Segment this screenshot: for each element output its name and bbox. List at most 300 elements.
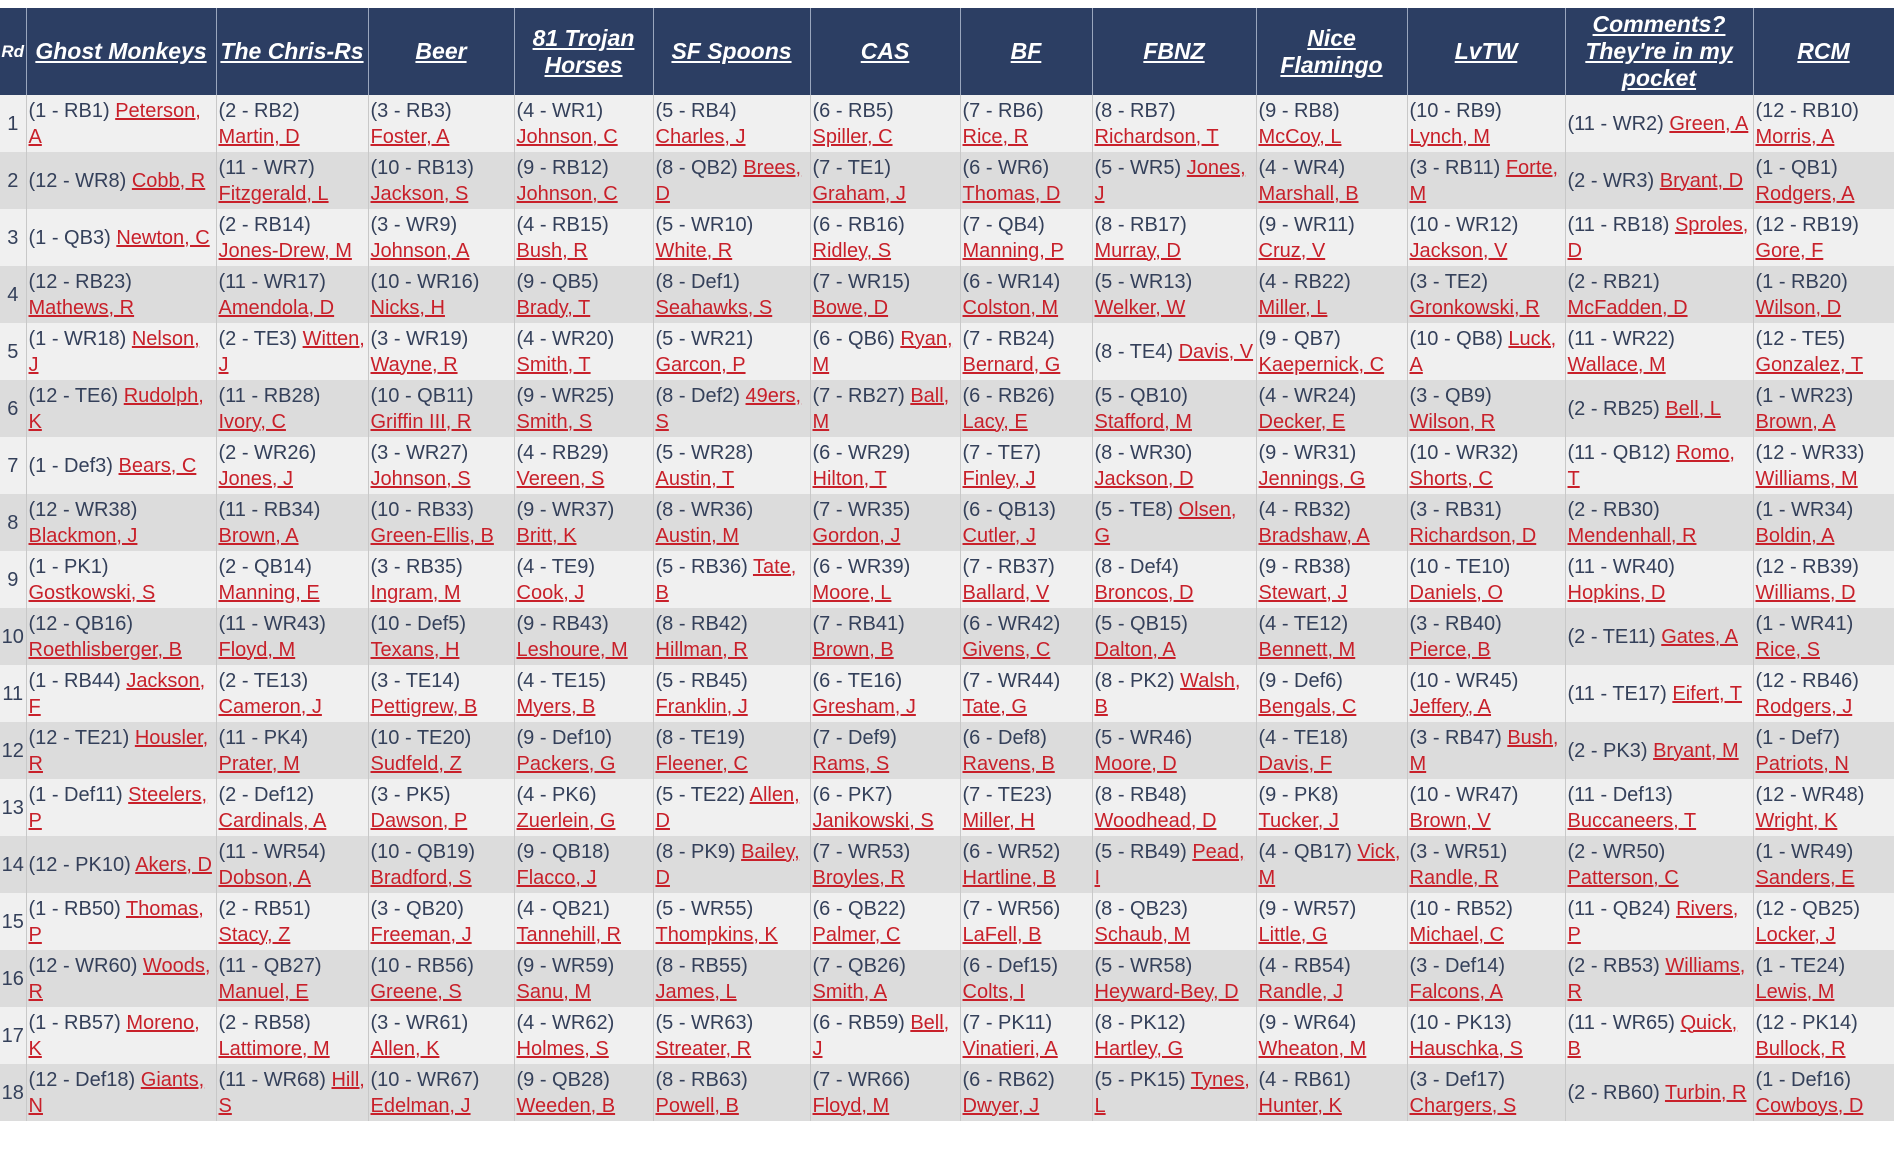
pick-label: (7 - RB37) bbox=[962, 555, 1055, 578]
player-link[interactable]: Gonzalez, T bbox=[1755, 353, 1863, 376]
pick-label: (2 - WR26) bbox=[218, 441, 317, 464]
player-link[interactable]: Cobb, R bbox=[131, 169, 206, 192]
player-link[interactable]: Manning, P bbox=[962, 239, 1064, 262]
player-link[interactable]: Gostkowski, S bbox=[28, 581, 156, 604]
player-link[interactable]: Blackmon, J bbox=[28, 524, 138, 547]
player-link[interactable]: Davis, V bbox=[1178, 340, 1254, 363]
player-link[interactable]: Bush, R bbox=[516, 239, 588, 262]
team-header-nice-flamingo[interactable]: Nice Flamingo bbox=[1256, 8, 1407, 95]
pick-label: (10 - RB56) bbox=[370, 954, 474, 977]
player-link[interactable]: Mendenhall, R bbox=[1567, 524, 1697, 547]
player-link[interactable]: Bryant, D bbox=[1659, 169, 1744, 192]
player-link[interactable]: Romo, T bbox=[1567, 441, 1735, 490]
player-link[interactable]: Allen, D bbox=[655, 783, 800, 832]
pick-label: (5 - WR46) bbox=[1094, 726, 1193, 749]
player-link[interactable]: Johnson, S bbox=[370, 467, 471, 490]
pick-label: (12 - RB46) bbox=[1755, 669, 1859, 692]
player-link[interactable]: Cameron, J bbox=[218, 695, 322, 718]
player-link[interactable]: Williams, D bbox=[1755, 581, 1856, 604]
player-link[interactable]: Steelers, P bbox=[28, 783, 208, 832]
player-link[interactable]: 49ers, S bbox=[655, 384, 802, 433]
player-link[interactable]: McFadden, D bbox=[1567, 296, 1688, 319]
player-link[interactable]: Lewis, M bbox=[1755, 980, 1835, 1003]
player-link[interactable]: Daniels, O bbox=[1409, 581, 1503, 604]
player-link[interactable]: Cutler, J bbox=[962, 524, 1036, 547]
player-link[interactable]: Hauschka, S bbox=[1409, 1037, 1523, 1060]
player-link[interactable]: Decker, E bbox=[1258, 410, 1346, 433]
player-link[interactable]: Garcon, P bbox=[655, 353, 746, 376]
player-link[interactable]: Charles, J bbox=[655, 125, 746, 148]
player-link[interactable]: Turbin, R bbox=[1664, 1081, 1747, 1104]
player-link[interactable]: Roethlisberger, B bbox=[28, 638, 182, 661]
player-link[interactable]: Randle, J bbox=[1258, 980, 1343, 1003]
pick-label: (2 - RB53) bbox=[1567, 954, 1660, 977]
player-link[interactable]: Leshoure, M bbox=[516, 638, 628, 661]
player-link[interactable]: Brees, D bbox=[655, 156, 802, 205]
player-link[interactable]: Hartley, G bbox=[1094, 1037, 1184, 1060]
player-link[interactable]: Rodgers, J bbox=[1755, 695, 1853, 718]
player-link[interactable]: Manuel, E bbox=[218, 980, 309, 1003]
player-link[interactable]: Bears, C bbox=[118, 454, 197, 477]
player-link[interactable]: Tucker, J bbox=[1258, 809, 1339, 832]
pick-label: (1 - RB50) bbox=[28, 897, 121, 920]
player-link[interactable]: Bryant, M bbox=[1653, 739, 1739, 762]
player-link[interactable]: Woodhead, D bbox=[1094, 809, 1217, 832]
player-link[interactable]: Edelman, J bbox=[370, 1094, 471, 1117]
player-link[interactable]: Rice, S bbox=[1755, 638, 1820, 661]
player-link[interactable]: Williams, R bbox=[1567, 954, 1746, 1003]
player-link[interactable]: Gresham, J bbox=[812, 695, 916, 718]
team-header-ghost-monkeys[interactable]: Ghost Monkeys bbox=[26, 8, 216, 95]
draft-pick-cell bbox=[1407, 1007, 1565, 1064]
player-link[interactable]: Rams, S bbox=[812, 752, 890, 775]
player-link[interactable]: Sproles, D bbox=[1567, 213, 1749, 262]
player-link[interactable]: Lattimore, M bbox=[218, 1037, 330, 1060]
draft-pick-cell bbox=[1753, 722, 1894, 779]
player-link[interactable]: Allen, K bbox=[370, 1037, 440, 1060]
player-link[interactable]: Rudolph, K bbox=[28, 384, 204, 433]
player-link[interactable]: Packers, G bbox=[516, 752, 616, 775]
draft-pick-cell bbox=[960, 779, 1092, 836]
pick-label: (10 - QB19) bbox=[370, 840, 475, 863]
player-link[interactable]: Morris, A bbox=[1755, 125, 1835, 148]
player-link[interactable]: Mathews, R bbox=[28, 296, 135, 319]
draft-pick-cell bbox=[810, 152, 960, 209]
team-header-the-chris-rs[interactable]: The Chris-Rs bbox=[216, 8, 368, 95]
player-link[interactable]: Vinatieri, A bbox=[962, 1037, 1058, 1060]
pick-label: (10 - TE10) bbox=[1409, 555, 1511, 578]
player-link[interactable]: Moore, L bbox=[812, 581, 892, 604]
pick-label: (5 - WR5) bbox=[1094, 156, 1182, 179]
player-link[interactable]: Freeman, J bbox=[370, 923, 472, 946]
draft-pick-cell bbox=[810, 779, 960, 836]
player-link[interactable]: Hilton, T bbox=[812, 467, 887, 490]
player-link[interactable]: Luck, A bbox=[1409, 327, 1557, 376]
player-link[interactable]: Hartline, B bbox=[962, 866, 1056, 889]
player-link[interactable]: Floyd, M bbox=[218, 638, 296, 661]
player-link[interactable]: Gronkowski, R bbox=[1409, 296, 1540, 319]
draft-pick-cell bbox=[26, 266, 216, 323]
player-link[interactable]: Jones, J bbox=[218, 467, 293, 490]
player-link[interactable]: Jackson, S bbox=[370, 182, 469, 205]
player-link[interactable]: Broyles, R bbox=[812, 866, 905, 889]
player-link[interactable]: Wallace, M bbox=[1567, 353, 1666, 376]
player-link[interactable]: James, L bbox=[655, 980, 737, 1003]
pick-label: (5 - PK15) bbox=[1094, 1068, 1186, 1091]
player-link[interactable]: Thomas, P bbox=[28, 897, 204, 946]
player-link[interactable]: Floyd, M bbox=[812, 1094, 890, 1117]
player-link[interactable]: Randle, R bbox=[1409, 866, 1499, 889]
player-link[interactable]: Cardinals, A bbox=[218, 809, 327, 832]
player-link[interactable]: Weeden, B bbox=[516, 1094, 616, 1117]
player-link[interactable]: Hillman, R bbox=[655, 638, 748, 661]
pick-label: (6 - QB6) bbox=[812, 327, 895, 350]
player-link[interactable]: Colston, M bbox=[962, 296, 1059, 319]
draft-pick-cell bbox=[653, 1007, 810, 1064]
player-link[interactable]: Akers, D bbox=[135, 853, 212, 876]
player-link[interactable]: Myers, B bbox=[516, 695, 596, 718]
player-link[interactable]: Jackson, F bbox=[28, 669, 206, 718]
player-link[interactable]: Sudfeld, Z bbox=[370, 752, 462, 775]
player-link[interactable]: Rodgers, A bbox=[1755, 182, 1855, 205]
draft-pick-cell bbox=[1407, 551, 1565, 608]
player-link[interactable]: Foster, A bbox=[370, 125, 450, 148]
draft-pick-cell bbox=[26, 722, 216, 779]
team-header-fbnz[interactable]: FBNZ bbox=[1092, 8, 1256, 95]
player-link[interactable]: Dalton, A bbox=[1094, 638, 1176, 661]
player-link[interactable]: Ivory, C bbox=[218, 410, 286, 433]
draft-pick-cell bbox=[26, 665, 216, 722]
player-link[interactable]: Davis, F bbox=[1258, 752, 1332, 775]
player-link[interactable]: Zuerlein, G bbox=[516, 809, 616, 832]
player-link[interactable]: White, R bbox=[655, 239, 733, 262]
pick-label: (10 - RB33) bbox=[370, 498, 474, 521]
player-link[interactable]: Moore, D bbox=[1094, 752, 1177, 775]
player-link[interactable]: Dobson, A bbox=[218, 866, 311, 889]
team-header-bf[interactable]: BF bbox=[960, 8, 1092, 95]
player-link[interactable]: Austin, M bbox=[655, 524, 739, 547]
player-link[interactable]: Ballard, V bbox=[962, 581, 1050, 604]
player-link[interactable]: Richardson, D bbox=[1409, 524, 1537, 547]
player-link[interactable]: Bailey, D bbox=[655, 840, 800, 889]
pick-label: (1 - RB1) bbox=[28, 99, 110, 122]
player-link[interactable]: Green, A bbox=[1669, 112, 1749, 135]
player-link[interactable]: Ball, M bbox=[812, 384, 950, 433]
player-link[interactable]: Hunter, K bbox=[1258, 1094, 1342, 1117]
player-link[interactable]: Ridley, S bbox=[812, 239, 892, 262]
player-link[interactable]: Locker, J bbox=[1755, 923, 1836, 946]
player-link[interactable]: Texans, H bbox=[370, 638, 460, 661]
player-link[interactable]: Thomas, D bbox=[962, 182, 1061, 205]
player-link[interactable]: Ryan, M bbox=[812, 327, 953, 376]
player-link[interactable]: Franklin, J bbox=[655, 695, 748, 718]
player-link[interactable]: Marshall, B bbox=[1258, 182, 1359, 205]
pick-label: (3 - RB3) bbox=[370, 99, 452, 122]
draft-pick-cell bbox=[26, 1007, 216, 1064]
player-link[interactable]: Finley, J bbox=[962, 467, 1036, 490]
player-link[interactable]: Hopkins, D bbox=[1567, 581, 1666, 604]
player-link[interactable]: Sanders, E bbox=[1755, 866, 1855, 889]
player-link[interactable]: Broncos, D bbox=[1094, 581, 1194, 604]
player-link[interactable]: Ingram, M bbox=[370, 581, 461, 604]
pick-label: (2 - RB14) bbox=[218, 213, 311, 236]
player-link[interactable]: Tate, G bbox=[962, 695, 1027, 718]
player-link[interactable]: Wheaton, M bbox=[1258, 1037, 1367, 1060]
draft-pick-cell bbox=[1565, 665, 1753, 722]
player-link[interactable]: Michael, C bbox=[1409, 923, 1504, 946]
player-link[interactable]: Holmes, S bbox=[516, 1037, 609, 1060]
team-header-sf-spoons[interactable]: SF Spoons bbox=[653, 8, 810, 95]
player-link[interactable]: Peterson, A bbox=[28, 99, 201, 148]
player-link[interactable]: Stacy, Z bbox=[218, 923, 291, 946]
draft-pick-cell bbox=[1407, 665, 1565, 722]
pick-label: (8 - RB17) bbox=[1094, 213, 1187, 236]
player-link[interactable]: Vick, M bbox=[1258, 840, 1401, 889]
team-header-cas[interactable]: CAS bbox=[810, 8, 960, 95]
player-link[interactable]: Rice, R bbox=[962, 125, 1029, 148]
team-header-lvtw[interactable]: LvTW bbox=[1407, 8, 1565, 95]
player-link[interactable]: Hill, S bbox=[218, 1068, 365, 1117]
draft-pick-cell bbox=[1256, 266, 1407, 323]
player-link[interactable]: Brown, V bbox=[1409, 809, 1491, 832]
player-link[interactable]: Brown, A bbox=[218, 524, 299, 547]
player-link[interactable]: Little, G bbox=[1258, 923, 1328, 946]
player-link[interactable]: Shorts, C bbox=[1409, 467, 1493, 490]
player-link[interactable]: Jones-Drew, M bbox=[218, 239, 352, 262]
player-link[interactable]: Quick, B bbox=[1567, 1011, 1738, 1060]
player-link[interactable]: Gordon, J bbox=[812, 524, 901, 547]
player-link[interactable]: Stafford, M bbox=[1094, 410, 1192, 433]
player-link[interactable]: Patriots, N bbox=[1755, 752, 1849, 775]
player-link[interactable]: Patterson, C bbox=[1567, 866, 1679, 889]
draft-pick-cell bbox=[1256, 779, 1407, 836]
player-link[interactable]: McCoy, L bbox=[1258, 125, 1342, 148]
pick-label: (8 - Def1) bbox=[655, 270, 740, 293]
player-link[interactable]: Miller, L bbox=[1258, 296, 1328, 319]
draft-pick-cell bbox=[960, 836, 1092, 893]
pick-label: (7 - RB27) bbox=[812, 384, 905, 407]
player-link[interactable]: Kaepernick, C bbox=[1258, 353, 1385, 376]
player-link[interactable]: Jackson, D bbox=[1094, 467, 1194, 490]
player-link[interactable]: Schaub, M bbox=[1094, 923, 1191, 946]
player-link[interactable]: Jones, J bbox=[1094, 156, 1246, 205]
player-link[interactable]: Colts, I bbox=[962, 980, 1025, 1003]
draft-pick-cell bbox=[514, 1064, 653, 1121]
draft-pick-cell bbox=[1256, 380, 1407, 437]
draft-pick-cell bbox=[1565, 551, 1753, 608]
player-link[interactable]: Giants, N bbox=[28, 1068, 205, 1117]
pick-label: (8 - RB48) bbox=[1094, 783, 1187, 806]
pick-label: (11 - WR65) bbox=[1567, 1011, 1675, 1034]
player-link[interactable]: Vereen, S bbox=[516, 467, 605, 490]
player-link[interactable]: Thompkins, K bbox=[655, 923, 778, 946]
player-link[interactable]: Gates, A bbox=[1661, 625, 1738, 648]
player-link[interactable]: Wilson, R bbox=[1409, 410, 1496, 433]
player-link[interactable]: Austin, T bbox=[655, 467, 735, 490]
pick-label: (11 - RB28) bbox=[218, 384, 321, 407]
pick-label: (10 - WR47) bbox=[1409, 783, 1519, 806]
player-link[interactable]: Martin, D bbox=[218, 125, 300, 148]
player-link[interactable]: Dawson, P bbox=[370, 809, 468, 832]
player-link[interactable]: Wilson, D bbox=[1755, 296, 1842, 319]
player-link[interactable]: Tate, B bbox=[655, 555, 797, 604]
player-link[interactable]: Wayne, R bbox=[370, 353, 458, 376]
pick-label: (2 - PK3) bbox=[1567, 739, 1648, 762]
player-link[interactable]: Boldin, A bbox=[1755, 524, 1835, 547]
pick-label: (1 - QB1) bbox=[1755, 156, 1838, 179]
draft-pick-cell bbox=[1092, 95, 1256, 152]
player-link[interactable]: Pead, I bbox=[1094, 840, 1245, 889]
player-link[interactable]: Graham, J bbox=[812, 182, 906, 205]
draft-pick-cell bbox=[368, 209, 514, 266]
player-link[interactable]: Manning, E bbox=[218, 581, 320, 604]
player-link[interactable]: Eifert, T bbox=[1672, 682, 1743, 705]
player-link[interactable]: Wright, K bbox=[1755, 809, 1838, 832]
player-link[interactable]: Chargers, S bbox=[1409, 1094, 1517, 1117]
player-link[interactable]: Palmer, C bbox=[812, 923, 901, 946]
player-link[interactable]: Britt, K bbox=[516, 524, 577, 547]
player-link[interactable]: Murray, D bbox=[1094, 239, 1181, 262]
player-link[interactable]: Rivers, P bbox=[1567, 897, 1739, 946]
player-link[interactable]: Brady, T bbox=[516, 296, 591, 319]
player-link[interactable]: Falcons, A bbox=[1409, 980, 1503, 1003]
player-link[interactable]: Housler, R bbox=[28, 726, 209, 775]
player-link[interactable]: Seahawks, S bbox=[655, 296, 773, 319]
pick-label: (8 - WR30) bbox=[1094, 441, 1193, 464]
player-link[interactable]: Olsen, G bbox=[1094, 498, 1237, 547]
player-link[interactable]: Smith, S bbox=[516, 410, 593, 433]
pick-label: (4 - RB29) bbox=[516, 441, 609, 464]
pick-label: (10 - TE20) bbox=[370, 726, 472, 749]
player-link[interactable]: Tannehill, R bbox=[516, 923, 622, 946]
player-link[interactable]: Flacco, J bbox=[516, 866, 597, 889]
player-link[interactable]: Walsh, B bbox=[1094, 669, 1241, 718]
player-link[interactable]: Amendola, D bbox=[218, 296, 335, 319]
draft-pick-cell bbox=[810, 95, 960, 152]
player-link[interactable]: Cowboys, D bbox=[1755, 1094, 1864, 1117]
pick-label: (8 - RB7) bbox=[1094, 99, 1176, 122]
player-link[interactable]: Tynes, L bbox=[1094, 1068, 1250, 1117]
player-link[interactable]: Bell, J bbox=[812, 1011, 950, 1060]
player-link[interactable]: Woods, R bbox=[28, 954, 211, 1003]
team-header-rcm[interactable]: RCM bbox=[1753, 8, 1894, 95]
player-link[interactable]: Bennett, M bbox=[1258, 638, 1356, 661]
draft-pick-cell bbox=[1256, 437, 1407, 494]
player-link[interactable]: Newton, C bbox=[116, 226, 210, 249]
player-link[interactable]: Gore, F bbox=[1755, 239, 1824, 262]
player-link[interactable]: Johnson, C bbox=[516, 125, 618, 148]
table-row bbox=[0, 209, 1894, 266]
player-link[interactable]: Bernard, G bbox=[962, 353, 1061, 376]
player-link[interactable]: Cruz, V bbox=[1258, 239, 1326, 262]
player-link[interactable]: Smith, A bbox=[812, 980, 887, 1003]
player-link[interactable]: Williams, M bbox=[1755, 467, 1858, 490]
player-link[interactable]: Pettigrew, B bbox=[370, 695, 478, 718]
draft-pick-cell bbox=[1407, 722, 1565, 779]
player-link[interactable]: Nicks, H bbox=[370, 296, 445, 319]
pick-label: (6 - RB5) bbox=[812, 99, 894, 122]
team-header-beer[interactable]: Beer bbox=[368, 8, 514, 95]
player-link[interactable]: Brown, B bbox=[812, 638, 894, 661]
player-link[interactable]: Jackson, V bbox=[1409, 239, 1508, 262]
player-link[interactable]: Dwyer, J bbox=[962, 1094, 1040, 1117]
player-link[interactable]: Powell, B bbox=[655, 1094, 739, 1117]
player-link[interactable]: Buccaneers, T bbox=[1567, 809, 1697, 832]
draft-pick-cell bbox=[26, 1064, 216, 1121]
pick-label: (12 - RB10) bbox=[1755, 99, 1859, 122]
player-link[interactable]: Jeffery, A bbox=[1409, 695, 1492, 718]
player-link[interactable]: Forte, M bbox=[1409, 156, 1559, 205]
pick-label: (12 - TE6) bbox=[28, 384, 119, 407]
player-link[interactable]: Bengals, C bbox=[1258, 695, 1357, 718]
player-link[interactable]: Bradshaw, A bbox=[1258, 524, 1370, 547]
player-link[interactable]: Griffin III, R bbox=[370, 410, 472, 433]
pick-label: (1 - Def16) bbox=[1755, 1068, 1852, 1091]
player-link[interactable]: Smith, T bbox=[516, 353, 591, 376]
player-link[interactable]: Fitzgerald, L bbox=[218, 182, 329, 205]
player-link[interactable]: Givens, C bbox=[962, 638, 1051, 661]
player-link[interactable]: Bowe, D bbox=[812, 296, 889, 319]
player-link[interactable]: Nelson, J bbox=[28, 327, 200, 376]
player-link[interactable]: Johnson, C bbox=[516, 182, 618, 205]
pick-label: (8 - PK2) bbox=[1094, 669, 1175, 692]
team-header-comments[interactable]: Comments? They're in my pocket bbox=[1565, 8, 1753, 95]
pick-label: (12 - WR48) bbox=[1755, 783, 1865, 806]
player-link[interactable]: Bullock, R bbox=[1755, 1037, 1846, 1060]
player-link[interactable]: Brown, A bbox=[1755, 410, 1836, 433]
player-link[interactable]: Green-Ellis, B bbox=[370, 524, 494, 547]
player-link[interactable]: Moreno, K bbox=[28, 1011, 200, 1060]
player-link[interactable]: LaFell, B bbox=[962, 923, 1042, 946]
pick-label: (1 - PK1) bbox=[28, 555, 109, 578]
draft-pick-cell bbox=[368, 266, 514, 323]
player-link[interactable]: Heyward-Bey, D bbox=[1094, 980, 1239, 1003]
team-header-81-trojan-horses[interactable]: 81 Trojan Horses bbox=[514, 8, 653, 95]
player-link[interactable]: Bush, M bbox=[1409, 726, 1559, 775]
player-link[interactable]: Bell, L bbox=[1665, 397, 1721, 420]
draft-pick-cell bbox=[1256, 950, 1407, 1007]
player-link[interactable]: Fleener, C bbox=[655, 752, 748, 775]
draft-pick-cell bbox=[26, 494, 216, 551]
player-link[interactable]: Ravens, B bbox=[962, 752, 1055, 775]
player-link[interactable]: Welker, W bbox=[1094, 296, 1186, 319]
player-link[interactable]: Witten, J bbox=[218, 327, 365, 376]
round-number: 2 bbox=[0, 152, 26, 209]
player-link[interactable]: Sanu, M bbox=[516, 980, 591, 1003]
player-link[interactable]: Greene, S bbox=[370, 980, 462, 1003]
player-link[interactable]: Stewart, J bbox=[1258, 581, 1348, 604]
player-link[interactable]: Pierce, B bbox=[1409, 638, 1491, 661]
player-link[interactable]: Prater, M bbox=[218, 752, 300, 775]
pick-label: (1 - WR49) bbox=[1755, 840, 1854, 863]
player-link[interactable]: Lacy, E bbox=[962, 410, 1028, 433]
player-link[interactable]: Spiller, C bbox=[812, 125, 893, 148]
player-link[interactable]: Bradford, S bbox=[370, 866, 472, 889]
player-link[interactable]: Jennings, G bbox=[1258, 467, 1366, 490]
pick-label: (3 - WR27) bbox=[370, 441, 469, 464]
player-link[interactable]: Streater, R bbox=[655, 1037, 752, 1060]
player-link[interactable]: Johnson, A bbox=[370, 239, 470, 262]
player-link[interactable]: Janikowski, S bbox=[812, 809, 934, 832]
player-link[interactable]: Lynch, M bbox=[1409, 125, 1490, 148]
draft-pick-cell bbox=[514, 836, 653, 893]
pick-label: (10 - RB52) bbox=[1409, 897, 1513, 920]
player-link[interactable]: Cook, J bbox=[516, 581, 585, 604]
pick-label: (1 - Def11) bbox=[28, 783, 123, 806]
pick-label: (7 - WR66) bbox=[812, 1068, 911, 1091]
player-link[interactable]: Richardson, T bbox=[1094, 125, 1219, 148]
player-link[interactable]: Miller, H bbox=[962, 809, 1035, 832]
